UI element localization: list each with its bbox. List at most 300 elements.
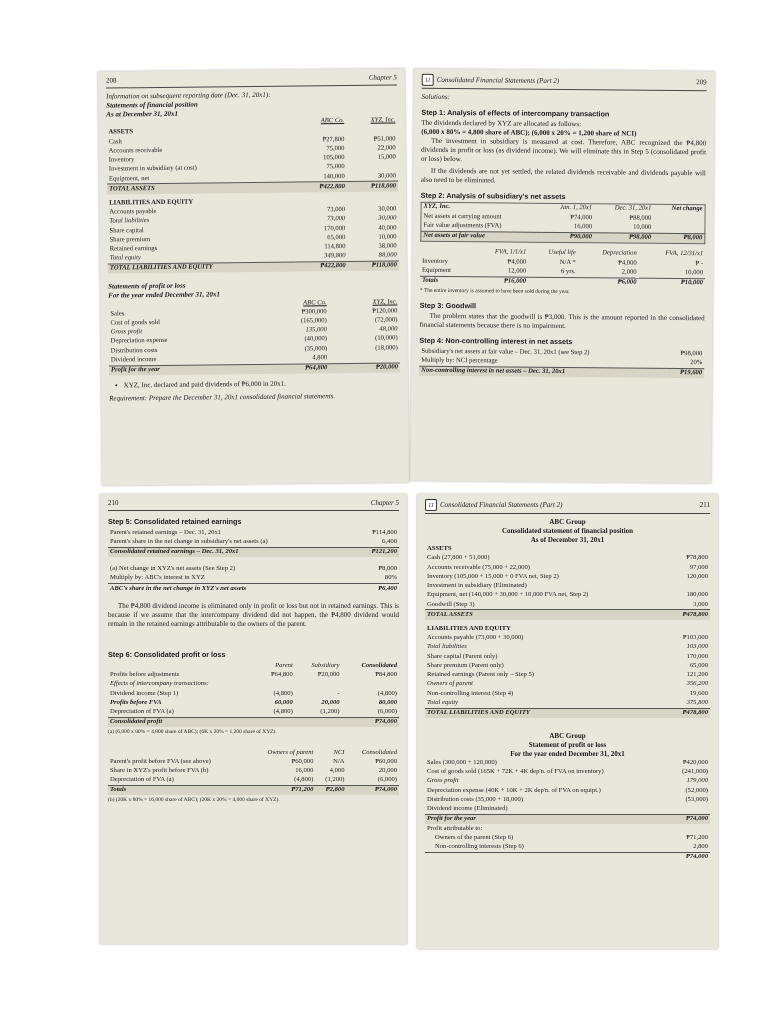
step4-heading: Step 4: Non-controlling interest in net assets — [419, 335, 573, 347]
table-cell: ₱478,800 — [667, 708, 710, 718]
table-cell: Accounts receivable (75,000 + 22,000) — [427, 563, 530, 571]
pl-col-xyz: XYZ, Inc. — [372, 298, 398, 306]
table-row — [108, 708, 399, 718]
pl-company: ABC Group — [549, 731, 586, 740]
table-row — [108, 717, 399, 727]
total-assets-row — [425, 610, 710, 620]
table-cell: (40,000) — [304, 335, 328, 343]
table-cell: Jan. 1, 20x1 — [559, 204, 593, 212]
page-header — [100, 494, 407, 510]
profit-attribution-table — [108, 748, 399, 795]
table-cell: Investment in subsidiary (at cost) — [108, 164, 197, 173]
table-cell: ₱4,000 — [507, 258, 527, 266]
table-cell: Non-controlling interests (Step 6) — [435, 843, 524, 851]
table-cell: Dividend income — [110, 355, 157, 364]
table-cell: Subsidiary — [311, 661, 340, 669]
table-cell: 22,000 — [377, 144, 396, 152]
table-cell: Owners of parent — [267, 748, 314, 756]
table-cell: ₱118,000 — [348, 261, 399, 271]
table-cell: 10,000 — [633, 223, 652, 231]
table-cell: ₱71,200 — [686, 833, 708, 841]
table-cell: Distribution costs — [110, 346, 158, 355]
table-cell: Cost of goods sold (165K + 72K + 4K dep'n. of FVA on inventory) — [427, 768, 604, 776]
table-cell: 40,000 — [378, 224, 397, 232]
page-header — [414, 69, 715, 91]
table-cell: 2,000 — [621, 268, 637, 276]
table-cell: Parent's profit before FVA (see above) — [110, 757, 211, 765]
table-cell: Dividend income (Step 1) — [110, 689, 179, 697]
table-cell: ₱27,800 — [322, 135, 345, 143]
table-cell: 170,000 — [686, 652, 708, 660]
step1-text-c: The investment in subsidiary is measured at cost. Therefore, ABC recognized the ₱4,800 dividends in profit or loss (as dividend income). We will eliminate this in Step 5 (consolidated profit or loss) below. — [420, 136, 707, 164]
table-row — [425, 805, 710, 815]
table-cell: 16,000 — [573, 222, 593, 231]
table-cell: 120,000 — [686, 572, 708, 580]
intro-text: Information on subsequent reporting date (Dec. 31, 20x1): — [106, 90, 271, 101]
table-cell: FVA, 12/31/x1 — [665, 250, 704, 258]
table-cell: Sales (300,000 + 120,000) — [427, 759, 497, 767]
table-cell: ₱300,000 — [301, 308, 327, 316]
table-cell: Total equity — [427, 698, 459, 706]
table-cell — [670, 805, 710, 815]
table-cell: ₱10,000 — [638, 278, 705, 288]
table-cell: 4,800 — [312, 354, 328, 362]
table-row — [108, 537, 399, 547]
table-cell: 75,000 — [326, 144, 345, 153]
page-210 — [100, 494, 407, 944]
dividend-note: ▪ XYZ, Inc. declared and paid dividends of ₱6,000 in 20x1. — [115, 378, 400, 390]
table-cell: Equipment, net — [108, 174, 150, 183]
table-row — [425, 852, 710, 862]
table-cell: Dividend income (Eliminated) — [427, 805, 508, 813]
table-cell: Accounts receivable — [108, 146, 163, 155]
table-cell: Inventory — [422, 257, 448, 265]
table-cell: 2,800 — [693, 843, 708, 851]
step5-explanation: The ₱4,800 dividend income is eliminated only in profit or loss but not in retained earnings. This is because if we assume that the intercompany dividend did not happen, the ₱4,800 dividend would remain in the retained earnings attributable to the owners of the parent. — [108, 602, 399, 629]
table-cell: 48,000 — [379, 325, 398, 333]
table-cell: Gross profit — [427, 777, 459, 785]
table-cell: ₱74,000 — [670, 852, 710, 862]
table-cell: 15,000 — [377, 153, 396, 161]
consolidated-sfp-table — [425, 545, 710, 718]
fva-table — [420, 248, 705, 288]
table-row — [425, 634, 710, 643]
table-cell: 179,000 — [686, 777, 708, 785]
step1-text-d: If the dividends are not yet settled, the related dividends receivable and dividends payable will also need to be eliminated. — [420, 166, 706, 185]
liabilities-label: LIABILITIES AND EQUITY — [109, 198, 194, 207]
table-cell: 97,000 — [689, 563, 708, 571]
table-cell: - — [337, 689, 340, 697]
pl-col-abc: ABC Co. — [303, 298, 327, 307]
table-cell: ₱8,000 — [378, 565, 397, 573]
table-cell: ₱20,000 — [317, 671, 340, 679]
sfp-company: ABC Group — [549, 518, 586, 526]
table-cell: 121,200 — [686, 671, 708, 679]
table-cell: Depreciation — [602, 249, 637, 257]
retained-earnings-table — [108, 528, 399, 557]
step1-text-b: (6,000 x 80% = 4,800 share of ABC); (6,000 x 20% = 1,200 share of NCI) — [421, 127, 637, 138]
profit-row — [109, 363, 400, 376]
table-cell: (18,000) — [375, 344, 398, 352]
table-cell: 73,000 — [326, 206, 346, 214]
table-cell: Equipment — [422, 266, 452, 274]
table-cell: Depreciation expense (40K + 10K + 2K dep'n. of FVA on equipt.) — [427, 786, 601, 794]
table-cell: 75,000 — [326, 163, 345, 171]
table-cell: ₱20,000 — [329, 363, 400, 373]
table-cell: Owners of the parent (Step 6) — [435, 833, 514, 841]
table-cell: Consolidated — [361, 661, 397, 669]
step6-heading: Step 6: Consolidated profit or loss — [108, 650, 226, 660]
table-cell: ₱74,000 — [347, 786, 400, 796]
page-number: 210 — [108, 499, 119, 507]
step3-heading: Step 3: Goodwill — [419, 300, 477, 311]
table-cell: 135,000 — [305, 326, 327, 334]
table-cell: 140,000 — [323, 172, 345, 180]
table-cell: 103,000 — [686, 643, 708, 651]
table-cell: ₱8,000 — [653, 233, 705, 244]
attributable-label: Profit attributable to: — [427, 824, 483, 832]
table-cell: 73,000 — [327, 215, 346, 223]
table-cell: ₱114,800 — [372, 528, 397, 536]
table-row — [108, 528, 399, 537]
table-cell: 114,800 — [324, 243, 346, 251]
table-cell: Goodwill (Step 3) — [427, 600, 475, 608]
table-cell: Fair value adjustments (FVA) — [423, 221, 502, 230]
table-cell: Multiply by: ABC's interest in XYZ — [110, 574, 205, 582]
table-cell: ₱74,000 — [570, 213, 593, 221]
table-row — [419, 366, 704, 378]
table-cell: ₱118,000 — [347, 181, 398, 191]
table-cell: Total liabilities — [427, 643, 467, 651]
sfp-title: Consolidated statement of financial position — [501, 526, 634, 535]
sfp-table — [106, 116, 399, 274]
chapter-icon: 11 — [422, 74, 434, 86]
table-cell: (1,200) — [320, 708, 340, 716]
table-cell: 80,000 — [378, 698, 397, 706]
page-211 — [417, 494, 718, 949]
table-cell: ₱71,200 — [249, 786, 316, 796]
table-cell: Inventory (105,000 + 15,000 + 0 FVA net, Step 2) — [427, 572, 559, 580]
table-cell: ₱90,000 — [541, 232, 594, 243]
table-cell: Cash (27,800 + 51,000) — [427, 554, 490, 562]
table-row — [108, 671, 399, 680]
table-row — [425, 833, 710, 842]
table-cell: ₱98,000 — [594, 232, 653, 243]
table-cell: ₱78,800 — [686, 554, 708, 562]
table-cell: ₱420,000 — [682, 759, 708, 767]
table-row — [425, 591, 710, 600]
table-cell: Totals — [420, 276, 472, 286]
table-row — [425, 554, 710, 563]
assets-label: ASSETS — [108, 128, 134, 136]
fva-footnote: * The entire inventory is assumed to have been sold during the year. — [419, 287, 570, 295]
table-cell: Gross profit — [110, 328, 143, 336]
table-row — [425, 582, 710, 591]
pl-table — [108, 298, 400, 376]
table-cell — [347, 162, 398, 172]
table-cell: (1,200) — [325, 776, 345, 784]
step1-heading: Step 1: Analysis of effects of intercompany transaction — [421, 107, 610, 119]
table-cell: Retained earnings — [109, 245, 158, 253]
table-cell: Share capital (Parent only) — [427, 652, 498, 660]
table-cell — [295, 680, 342, 689]
table-cell: Total liabilities — [109, 217, 150, 225]
table-cell: Cost of goods sold — [110, 319, 160, 327]
header-title: Consolidated Financial Statements (Part 2) — [440, 501, 563, 509]
table-cell: Effects of intercompany transactions: — [110, 680, 209, 688]
table-cell: TOTAL LIABILITIES AND EQUITY — [425, 708, 667, 718]
table-cell: 3,000 — [693, 600, 708, 608]
table-cell: Depreciation of FVA (a) — [110, 776, 174, 784]
table-row — [425, 661, 710, 670]
pl-title: Statements of profit or loss — [108, 282, 186, 291]
table-cell — [257, 717, 294, 727]
sfp-title: Statements of financial position — [106, 100, 198, 110]
table-cell: 12,000 — [507, 267, 527, 275]
table-cell: ₱74,000 — [342, 717, 399, 727]
table-row — [425, 563, 710, 572]
table-cell: ₱16,000 — [472, 276, 528, 286]
table-cell: (72,000) — [374, 316, 398, 324]
table-cell: Share premium (Parent only) — [427, 661, 504, 669]
pl-title: Statement of profit or loss — [528, 740, 607, 749]
table-cell: Consolidated — [361, 748, 397, 756]
table-row — [425, 671, 710, 680]
nci-table — [419, 347, 704, 378]
table-cell: ₱60,000 — [375, 757, 397, 765]
table-cell: ₱120,000 — [372, 307, 398, 315]
table-cell: 6 yrs. — [560, 267, 576, 275]
table-row — [108, 786, 399, 796]
table-cell: Share premium — [109, 235, 151, 244]
table-cell: 170,000 — [323, 224, 346, 232]
table-cell: 30,000 — [377, 172, 396, 180]
table-cell: ₱121,200 — [354, 547, 399, 557]
table-cell — [108, 662, 257, 671]
table-row — [425, 768, 710, 777]
col-abc: ABC Co. — [320, 117, 345, 125]
table-cell: NCI — [333, 748, 345, 756]
table-cell — [653, 223, 705, 233]
table-cell: ₱84,800 — [375, 671, 397, 679]
table-row — [425, 786, 710, 795]
table-cell: N/A * — [559, 258, 576, 266]
table-row — [425, 796, 710, 805]
table-cell: 19,600 — [689, 689, 708, 697]
table-cell: 60,000 — [274, 698, 293, 706]
table-cell: FVA, 1/1/x1 — [494, 248, 527, 257]
step3-text: The problem states that the goodwill is ₱3,000. This is the amount reported in the consolidated financial statements because there is no impairment. — [419, 311, 705, 331]
table-cell: (53,000) — [685, 795, 708, 803]
table-cell: 38,000 — [378, 242, 397, 250]
net-assets-table — [420, 202, 705, 244]
table-cell: 30,000 — [378, 205, 397, 213]
table-cell: 180,000 — [686, 591, 708, 599]
table-cell: ₱98,000 — [680, 349, 703, 357]
table-row — [425, 680, 710, 689]
table-row — [108, 574, 399, 584]
table-cell: Total equity — [109, 254, 141, 262]
table-cell: Inventory — [108, 156, 135, 164]
table-cell: Parent — [275, 661, 293, 669]
chapter-label: Chapter 5 — [368, 73, 397, 82]
table-cell: (4,800) — [273, 689, 293, 697]
step5-heading: Step 5: Consolidated retained earnings — [108, 516, 242, 526]
page-209 — [410, 69, 715, 484]
table-row — [425, 652, 710, 661]
table-cell — [667, 582, 710, 591]
table-cell: (52,000) — [685, 786, 708, 794]
table-cell: ₱422,800 — [296, 262, 348, 272]
table-cell: Useful life — [548, 249, 576, 257]
table-cell: 30,000 — [378, 214, 397, 223]
table-cell: Depreciation expense — [110, 337, 168, 345]
table-cell: 65,000 — [327, 233, 346, 242]
sfp-date: As at December 31, 20x1 — [106, 109, 179, 119]
table-cell: 80% — [384, 574, 397, 582]
table-cell: Dec. 31, 20x1 — [614, 204, 652, 213]
page-number: 211 — [699, 500, 710, 509]
table-cell: Accounts payable — [109, 208, 157, 216]
attribution-footnote: (b) (20K x 80% = 16,000 share of ABC); (20K x 20% = 4,000 share of XYZ). — [108, 797, 280, 804]
table-cell: TOTAL ASSETS — [425, 610, 667, 620]
table-cell — [342, 680, 399, 689]
step2-heading: Step 2: Analysis of subsidiary's net assets — [420, 190, 566, 201]
table-cell: ₱6,000 — [577, 277, 638, 287]
table-row — [108, 547, 399, 557]
net-change-table — [108, 565, 399, 594]
table-cell: ₱74,000 — [670, 814, 710, 824]
table-cell: Distribution costs (35,000 + 18,000) — [427, 795, 524, 803]
header-title: Consolidated Financial Statements (Part 2) — [436, 75, 560, 85]
table-cell: ₱51,000 — [373, 135, 396, 143]
table-cell: ₱2,800 — [315, 786, 346, 796]
table-cell: ₱478,800 — [667, 610, 710, 620]
liabilities-label: LIABILITIES AND EQUITY — [427, 625, 511, 632]
table-cell: Net assets at carrying amount — [423, 212, 502, 221]
table-cell — [295, 717, 342, 727]
table-cell: 10,000 — [378, 233, 397, 241]
table-cell: Consolidated retained earnings – Dec. 31, 20x1 — [108, 547, 354, 557]
table-cell: Parent's share in the net change in subsidiary's net assets (a) — [110, 537, 268, 545]
table-row — [425, 600, 710, 610]
table-cell: Profit for the year — [109, 364, 257, 375]
table-cell: Cash — [108, 138, 122, 146]
table-cell: 349,800 — [324, 252, 346, 260]
table-row — [108, 757, 399, 766]
pl-period: For the year ended December 31, 20x1 — [510, 749, 625, 758]
table-row — [425, 698, 710, 708]
pl-period: For the year ended December 31, 20x1 — [108, 290, 221, 300]
table-cell: Net assets at fair value — [421, 231, 541, 242]
table-cell: (4,800) — [294, 776, 314, 784]
table-cell: 88,000 — [378, 251, 397, 259]
table-row — [425, 843, 710, 853]
table-cell: N/A — [333, 757, 345, 765]
chapter-label: Chapter 5 — [370, 499, 399, 507]
table-cell — [257, 680, 294, 689]
table-row — [108, 767, 399, 776]
table-row — [425, 777, 710, 786]
page-208 — [98, 68, 409, 485]
assets-label: ASSETS — [427, 545, 452, 553]
table-cell: Profit for the year — [425, 814, 670, 824]
table-cell: 20,000 — [378, 766, 397, 774]
table-cell: ₱ - — [695, 259, 704, 267]
table-cell: ₱4,000 — [618, 259, 637, 267]
table-cell: (165,000) — [300, 317, 327, 325]
table-cell: Non-controlling interest (Step 4) — [427, 689, 514, 697]
table-cell: XYZ, Inc. — [423, 203, 451, 211]
table-cell — [425, 852, 670, 862]
table-cell: ₱60,000 — [291, 757, 314, 765]
table-cell: 4,000 — [329, 766, 345, 774]
table-row — [425, 689, 710, 698]
table-cell: Net change — [671, 205, 703, 213]
table-cell: ₱19,600 — [667, 368, 705, 378]
table-row — [425, 759, 710, 768]
table-cell: 105,000 — [323, 154, 345, 162]
table-cell: Share capital — [109, 226, 144, 235]
col-xyz: XYZ, Inc. — [370, 116, 396, 124]
table-cell: Non-controlling interest in net assets – Dec. 31, 20x1 — [419, 366, 666, 378]
table-cell: TOTAL ASSETS — [107, 182, 295, 194]
table-cell: (4,800) — [273, 708, 293, 716]
table-row — [108, 776, 399, 786]
table-cell: Multiply by: NCI percentage — [421, 356, 498, 365]
table-cell — [108, 748, 249, 757]
table-row — [108, 584, 399, 594]
solutions-label: Solutions: — [421, 92, 450, 102]
table-cell: ₱6,400 — [358, 584, 399, 594]
page-number: 208 — [105, 76, 117, 85]
table-cell: (241,000) — [682, 768, 708, 776]
table-cell: Equipment, net (140,000 + 30,000 + 10,000 FVA net, Step 2) — [427, 591, 589, 599]
table-row — [425, 643, 710, 652]
table-row — [108, 565, 399, 574]
table-cell: ₱422,800 — [295, 182, 347, 192]
table-cell: 16,000 — [295, 766, 314, 774]
page-number: 209 — [696, 77, 707, 86]
table-cell: ₱103,000 — [682, 634, 708, 642]
table-cell: 356,200 — [686, 680, 708, 688]
chapter-icon: 11 — [425, 499, 437, 511]
table-cell: Retained earnings (Parent only – Step 5) — [427, 671, 534, 679]
table-cell — [653, 214, 705, 224]
table-cell: 20,000 — [321, 698, 340, 706]
table-cell: (a) Net change in XYZ's net assets (See Step 2) — [110, 565, 236, 573]
table-cell: Totals — [108, 786, 249, 796]
table-row — [425, 573, 710, 582]
table-cell: Profits before adjustments — [110, 671, 180, 679]
profit-row — [425, 814, 710, 824]
requirement-text: Requirement: Prepare the December 31, 20x1 consolidated financial statements. — [109, 392, 336, 403]
table-row — [108, 689, 399, 698]
table-cell: (4,800) — [377, 689, 397, 697]
table-cell — [528, 277, 578, 287]
total-le-row — [425, 708, 710, 718]
step1-text-a: The dividends declared by XYZ are allocated as follows: — [421, 118, 582, 129]
table-cell: Share in XYZ's profit before FVA (b) — [110, 766, 209, 774]
table-cell: Depreciation of FVA (a) — [110, 708, 174, 716]
table-row — [420, 276, 705, 288]
page-header — [417, 494, 718, 513]
step6-footnote: (a) (6,000 x 80% = 4,800 share of ABC); (6K x 20% = 1,200 share of XYZ). — [108, 729, 277, 736]
table-cell: ₱88,000 — [629, 214, 652, 222]
table-cell: (10,000) — [375, 334, 398, 343]
table-cell: Investment in subsidiary (Eliminated) — [427, 582, 527, 590]
table-cell: 6,400 — [382, 537, 397, 545]
